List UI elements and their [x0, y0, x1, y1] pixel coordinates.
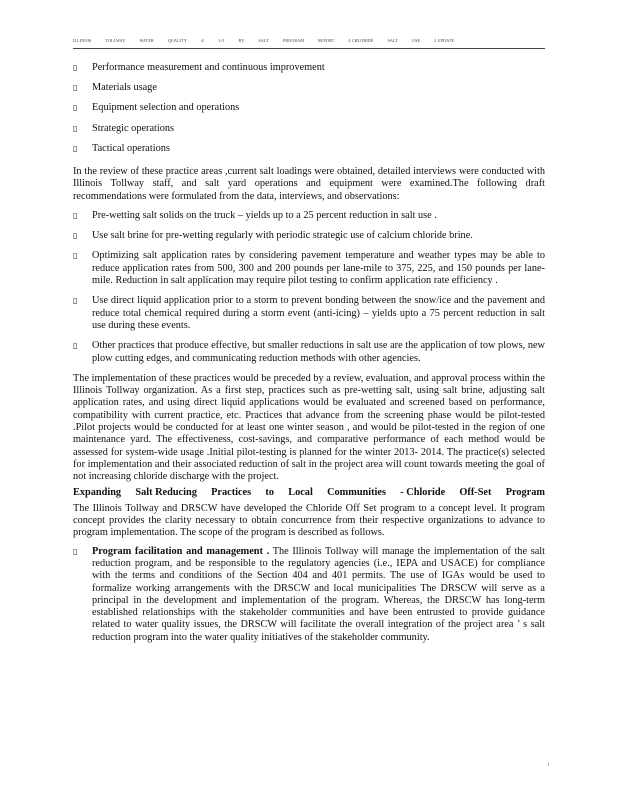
header-fragment: 2-5 [218, 38, 225, 43]
bullet-icon: ▯ [73, 123, 78, 133]
header-fragment: 2 UPDATE [434, 38, 455, 43]
list-item: ▯ Materials usage [73, 82, 157, 94]
list-item [73, 546, 545, 644]
bullet-icon: ▯ [73, 210, 78, 220]
bullet-icon: ▯ [73, 83, 78, 93]
program-item-text: The Illinois Tollway will manage the implementation of the salt reduction program, and be responsible to the regulatory agencies (i.e., IEPA and USACE) for compliance with the terms and conditions of the Section 404 and 401 permits. The use of IGAs would be used to formalize working arrangements with the DRSCW and local municipalities The DRSCW will serve as a principal in the development and implementation of the program. Whereas, the DRSCW has long-term established relationships with the stakeholder communities and have been entrusted to provide guidance related to water quality issues, the DRSCW will facilitate the overall integration of the project area ’ s salt reduction program into the water quality initiatives of the stakeholder community. [92, 545, 545, 643]
header-fragment: TOLLWAY [105, 38, 126, 43]
bullet-icon: ▯ [73, 341, 78, 351]
review-paragraph: In the review of these practice areas ,current salt loadings were obtained, detailed interviews were conducted with Illinois Tollway staff, and salt yard operations and equipment were examined.The following draft recommendations were formulated from the data, interviews, and observations: [73, 165, 545, 202]
bullet-icon: ▯ [73, 231, 78, 241]
header-rule [73, 48, 545, 49]
header-fragment: REPORT [318, 38, 335, 43]
header-fragment: USE [412, 38, 421, 43]
list-item: ▯ Other practices that produce effective, but smaller reductions in salt use are the application of tow plows, new plow cutting edges, and communicating reduction methods with other agencies. [73, 340, 545, 364]
program-paragraph: The Illinois Tollway and DRSCW have developed the Chloride Off Set program to a concept level. It program concept provides the clarity necessary to obtain concurrence from their respective organizations to advance to program implementation. The scope of the program is described as follows. [73, 502, 545, 539]
header-fragment: 4/ [201, 38, 205, 43]
list-item: ▯ Equipment selection and operations [73, 102, 240, 114]
list-item: ▯ Use salt brine for pre-wetting regularly with periodic strategic use of calcium chloride brine. [73, 230, 473, 242]
header-fragment: WATER [139, 38, 154, 43]
bullet-icon: ▯ [73, 63, 78, 72]
list-item: ▯ Optimizing salt application rates by considering pavement temperature and weather types may be able to reduce application rates from 500, 300 and 200 pounds per lane-mile to 375, 225, and 150 pounds per lane-mile. Reduction in salt application may require pilot testing to confirm application rate efficiency . [73, 250, 545, 287]
header-fragment: BY [238, 38, 245, 43]
header-fragment: 4 CHLORIDE [348, 38, 374, 43]
bullet-icon: ▯ [73, 296, 78, 306]
program-item-list [73, 546, 545, 644]
bullet-icon: ▯ [73, 546, 78, 556]
list-item: ▯ Use direct liquid application prior to a storm to prevent bonding between the snow/ice and the pavement and reduce total chemical required during a storm event (anti-icing) – yields upto a 75 percent reduction in salt use during these events. [73, 295, 545, 331]
program-item-lead: Program facilitation and management . [92, 545, 270, 557]
list-item: ▯ Tactical operations [73, 142, 170, 154]
recommendation-list [73, 210, 545, 365]
page-mark: i [548, 763, 550, 768]
list-item: ▯ Strategic operations [73, 122, 175, 134]
header-fragment: PROGRAM [282, 38, 305, 43]
section-heading: Expanding Salt Reducing Practices to Local Communities - Chloride Off-Set Program [73, 487, 545, 499]
header-fragment: QUALITY [167, 38, 188, 43]
header-fragment: SALT [258, 38, 269, 43]
bullet-icon: ▯ [73, 251, 78, 261]
running-header [73, 38, 545, 48]
bullet-icon: ▯ [73, 143, 78, 153]
list-item: ▯ Pre-wetting salt solids on the truck – yields up to a 25 percent reduction in salt use . [73, 209, 437, 221]
focus-area-list [73, 62, 545, 163]
bullet-icon: ▯ [73, 103, 78, 113]
page-body [73, 62, 545, 644]
header-fragment: ILLINOIS [73, 38, 92, 43]
list-item: ▯ Performance measurement and continuous improvement [73, 62, 325, 73]
implementation-paragraph: The implementation of these practices would be preceded by a review, evaluation, and approval process within the Illinois Tollway organization. As a first step, practices such as pre-wetting salt, using salt brine, adjusting salt application rates, and using direct liquid applications would be evaluated and screened based on performance, compatibility with current practice, etc. Practices that advance from the screening phase would be pilot-tested .Pilot projects would be conducted for at least one winter season , and would be pilot-tested in the region of one maintenance yard. The effectiveness, cost-savings, and comparative performance of each method would be assessed for system-wide usage .Initial pilot-testing is planned for the winter 2013- 2014. The practice(s) selected for implementation and their associated reduction of salt in the project area will count towards meeting the goal of not increasing chloride discharge with the project. [73, 372, 545, 483]
header-fragment: SALT [387, 38, 399, 43]
